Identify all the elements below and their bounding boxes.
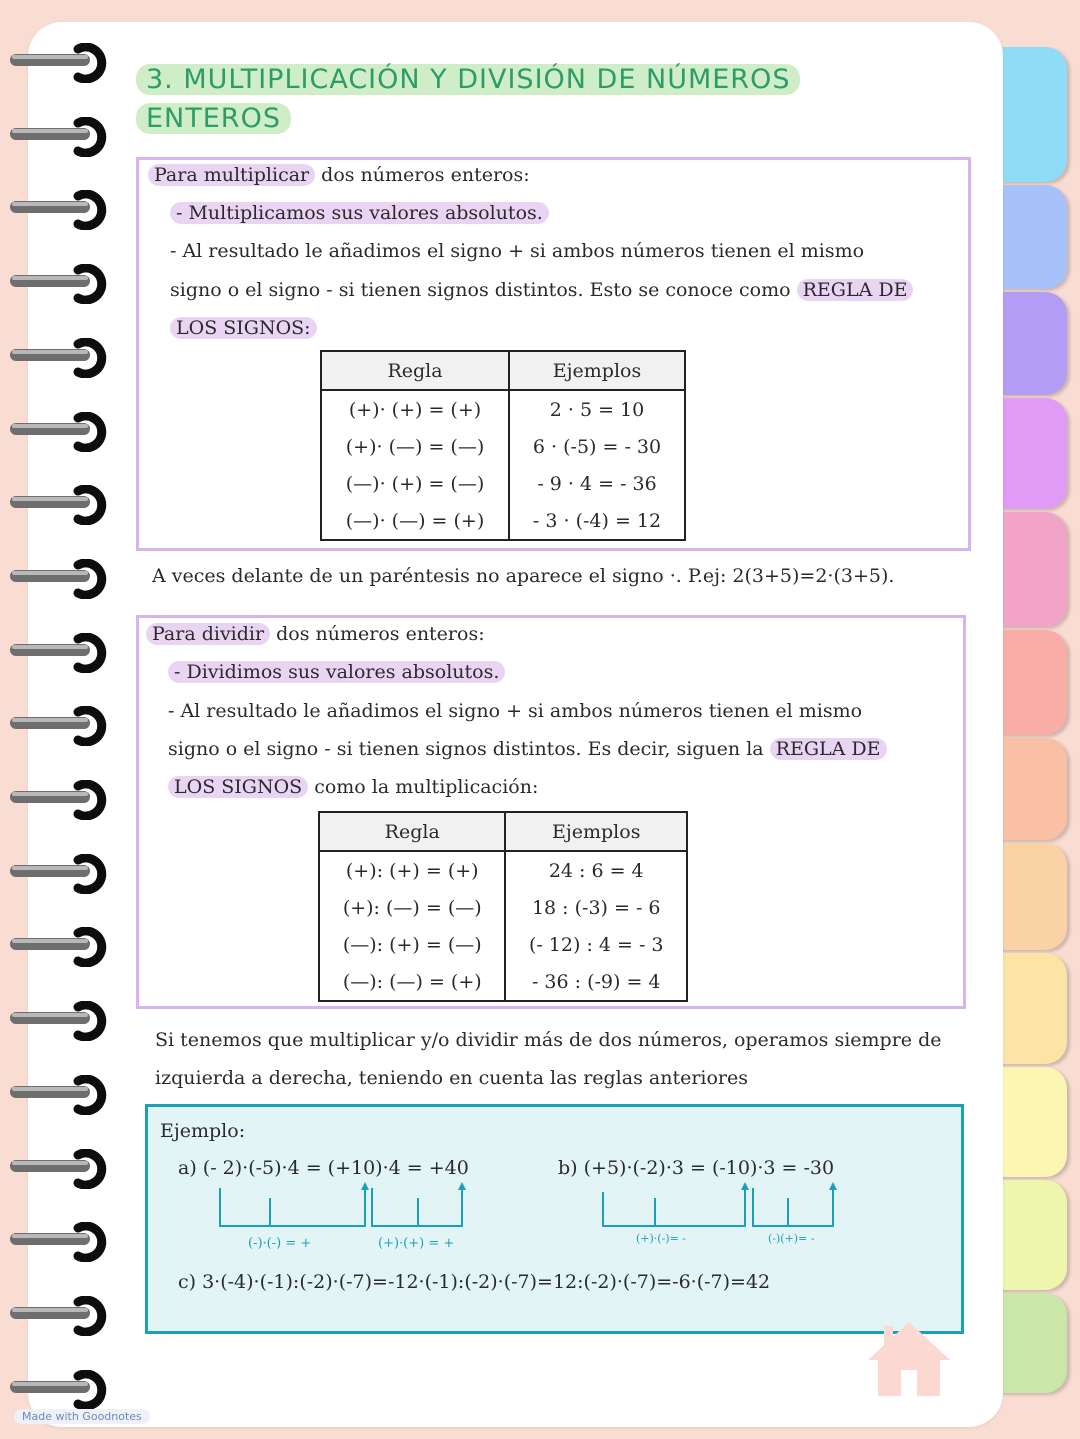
section-tab-3[interactable] (995, 292, 1067, 395)
table-row: (+)· (—) = (—) 6 · (-5) = - 30 (321, 428, 685, 465)
spiral-ring (8, 559, 108, 599)
multiplication-intro: Para multiplicar dos números enteros: (148, 156, 530, 194)
example-label: Ejemplo: (160, 1120, 246, 1142)
table-row: (—): (+) = (—) (- 12) : 4 = - 3 (319, 926, 687, 963)
spiral-ring (8, 780, 108, 820)
combined-rule-line-1: Si tenemos que multiplicar y/o dividir más de dos números, operamos siempre de (155, 1029, 942, 1051)
spiral-ring (8, 1149, 108, 1189)
spiral-ring (8, 264, 108, 304)
spiral-ring (8, 633, 108, 673)
table-row: (—)· (—) = (+) - 3 · (-4) = 12 (321, 502, 685, 540)
table-header-rule: Regla (321, 351, 509, 390)
example-a-note-2: (+)·(+) = + (378, 1236, 455, 1251)
division-step-2-line-1: - Al resultado le añadimos el signo + si ambos números tienen el mismo (168, 700, 863, 722)
spiral-ring (8, 412, 108, 452)
multiplication-step-2-line-3: LOS SIGNOS: (170, 309, 317, 347)
multiplication-rules-table (320, 350, 686, 541)
spiral-ring (8, 117, 108, 157)
multiplication-step-2-line-2: signo o el signo - si tienen signos distintos. Esto se conoce como REGLA DE (170, 271, 913, 309)
section-tab-6[interactable] (995, 630, 1067, 735)
table-header-examples: Ejemplos (505, 812, 687, 851)
example-a: a) (- 2)·(-5)·4 = (+10)·4 = +40 (178, 1157, 469, 1179)
division-step-2-line-2: signo o el signo - si tienen signos distintos. Es decir, siguen la REGLA DE (168, 730, 887, 768)
example-brackets (200, 1180, 900, 1240)
example-b-note-1: (+)·(-)= - (636, 1232, 687, 1245)
section-tab-7[interactable] (995, 738, 1067, 840)
spiral-ring (8, 485, 108, 525)
home-icon[interactable] (866, 1318, 952, 1398)
table-row: (—)· (+) = (—) - 9 · 4 = - 36 (321, 465, 685, 502)
section-tab-1[interactable] (995, 47, 1067, 182)
section-title (136, 64, 800, 95)
parenthesis-note: A veces delante de un paréntesis no aparece el signo ·. P.ej: 2(3+5)=2·(3+5). (152, 565, 895, 587)
spiral-ring (8, 1001, 108, 1041)
goodnotes-watermark: Made with Goodnotes (14, 1409, 150, 1424)
rule-of-signs-highlight: REGLA DE (797, 279, 914, 301)
spiral-ring (8, 43, 108, 83)
section-tab-2[interactable] (995, 185, 1067, 289)
spiral-ring (8, 190, 108, 230)
division-intro: Para dividir dos números enteros: (146, 615, 485, 653)
example-b-note-2: (-)(+)= - (768, 1232, 815, 1245)
division-rules-table (318, 811, 688, 1002)
spiral-ring (8, 1296, 108, 1336)
multiplication-step-1: - Multiplicamos sus valores absolutos. (170, 194, 549, 232)
table-row: (+)· (+) = (+) 2 · 5 = 10 (321, 390, 685, 428)
combined-rule-line-2: izquierda a derecha, teniendo en cuenta las reglas anteriores (155, 1067, 748, 1089)
spiral-ring (8, 927, 108, 967)
table-row: (+): (+) = (+) 24 : 6 = 4 (319, 851, 687, 889)
section-tab-12[interactable] (995, 1293, 1067, 1393)
spiral-ring (8, 706, 108, 746)
spiral-ring (8, 1222, 108, 1262)
table-row: (—): (—) = (+) - 36 : (-9) = 4 (319, 963, 687, 1001)
section-tab-4[interactable] (995, 398, 1067, 509)
multiplication-step-2-line-1: - Al resultado le añadimos el signo + si ambos números tienen el mismo (170, 240, 865, 262)
section-tab-8[interactable] (995, 843, 1067, 950)
section-title-line-2 (136, 103, 291, 134)
section-tab-5[interactable] (995, 512, 1067, 627)
spiral-ring (8, 1370, 108, 1410)
title-line-1: 3. MULTIPLICACIÓN Y DIVISIÓN DE NÚMEROS (136, 64, 800, 95)
spiral-ring (8, 338, 108, 378)
table-row: (+): (—) = (—) 18 : (-3) = - 6 (319, 889, 687, 926)
title-line-2: ENTEROS (136, 103, 291, 134)
example-b: b) (+5)·(-2)·3 = (-10)·3 = -30 (558, 1157, 835, 1179)
section-tab-10[interactable] (995, 1067, 1067, 1177)
example-c: c) 3·(-4)·(-1):(-2)·(-7)=-12·(-1):(-2)·(-7)=12:(-2)·(-7)=-6·(-7)=42 (178, 1271, 771, 1293)
table-header-rule: Regla (319, 812, 505, 851)
division-step-1: - Dividimos sus valores absolutos. (168, 653, 505, 691)
section-tab-9[interactable] (995, 953, 1067, 1064)
division-step-2-line-3: LOS SIGNOS como la multiplicación: (168, 768, 538, 806)
section-tab-11[interactable] (995, 1180, 1067, 1290)
table-header-examples: Ejemplos (509, 351, 685, 390)
example-a-note-1: (-)·(-) = + (248, 1236, 312, 1251)
spiral-ring (8, 854, 108, 894)
spiral-ring (8, 1075, 108, 1115)
